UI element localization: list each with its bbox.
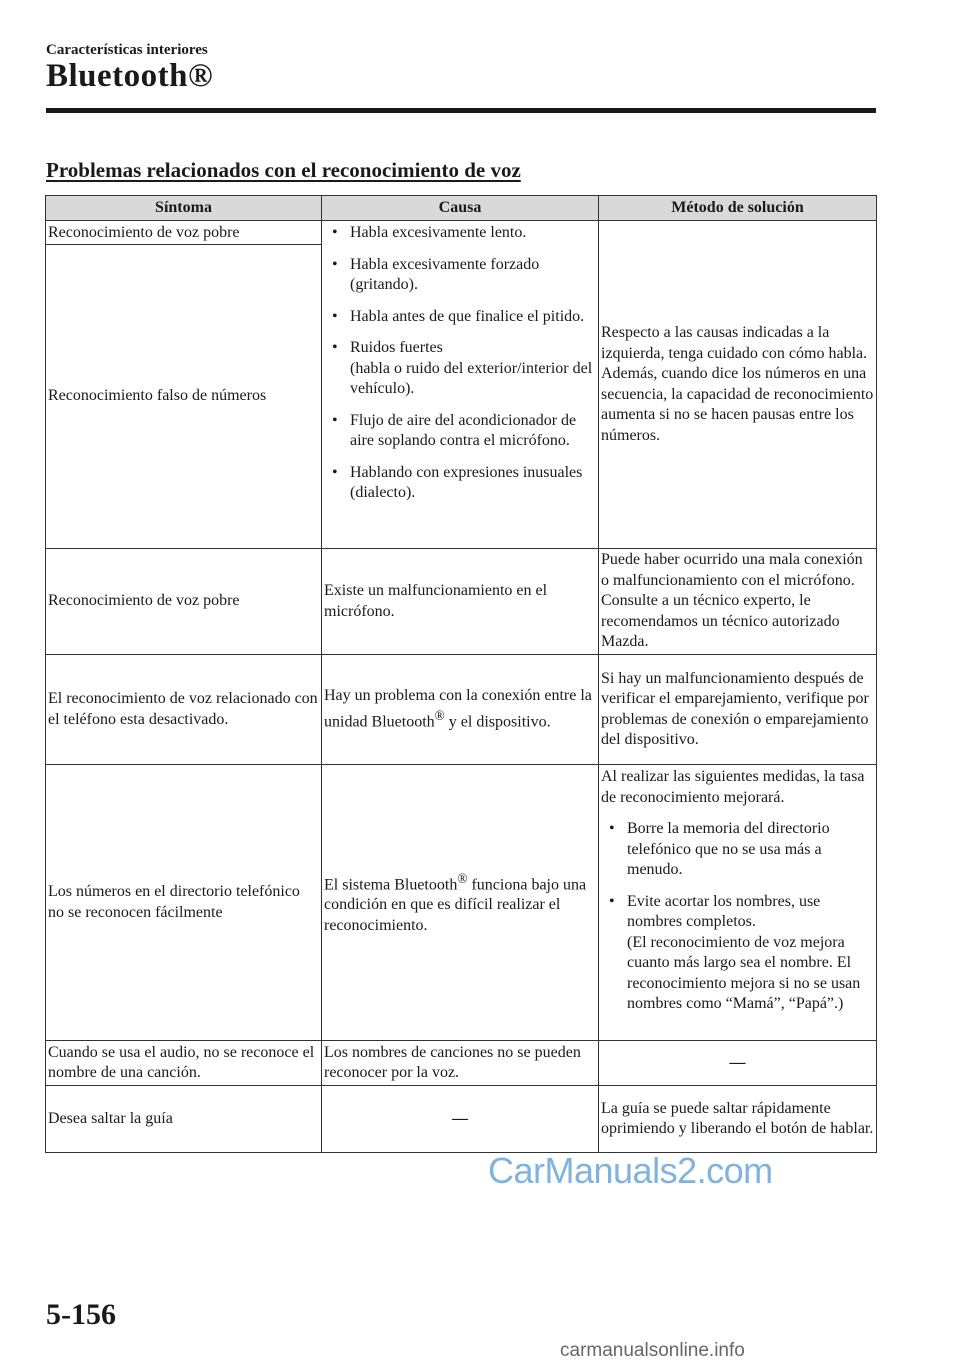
solution-intro: Al realizar las siguientes medidas, la tasa de reconocimiento mejorará. — [601, 768, 865, 806]
symptom-cell: Reconocimiento de voz pobre — [46, 549, 322, 655]
cause-list — [324, 223, 596, 504]
symptom-cell: Cuando se usa el audio, no se reconoce el nombre de una canción. — [46, 1041, 322, 1086]
cause-text-end: y el dispositivo. — [444, 713, 551, 731]
table-row — [46, 655, 877, 765]
solution-cell — [599, 765, 877, 1041]
list-item: • Habla excesivamente forzado (gritando). — [324, 255, 596, 296]
registered-mark: ® — [434, 708, 445, 724]
solution-cell: Respecto a las causas indicadas a la izquierda, tenga cuidado con cómo habla. Además, cuando dice los números en una secuencia, la capacidad de reconocimiento aumenta si no se hacen pausas entre los números. — [599, 221, 877, 549]
cause-cell: Existe un malfuncionamiento en el micrófono. — [322, 549, 599, 655]
list-item: • Evite acortar los nombres, use nombres completos. (El reconocimiento de voz mejora cuanto más largo sea el nombre. El reconocimiento mejora si no se usan nombres como “Mamá”, “Papá”.) — [601, 892, 874, 1015]
cause-text-end: funciona bajo una condición en que es difícil realizar el reconocimiento. — [324, 875, 587, 934]
solution-cell: La guía se puede saltar rápidamente oprimiendo y liberando el botón de hablar. — [599, 1086, 877, 1153]
table-row — [46, 765, 877, 1041]
column-header-cause: Causa — [322, 196, 599, 221]
list-item: • Flujo de aire del acondicionador de aire soplando contra el micrófono. — [324, 411, 596, 452]
chapter-title: Bluetooth® — [46, 58, 214, 94]
cause-text: Hay un problema con la conexión entre la unidad Bluetooth — [324, 686, 592, 731]
watermark-logo: CarManuals2.com — [488, 1150, 773, 1191]
header-rule — [46, 108, 876, 113]
list-item: • Habla excesivamente lento. — [324, 223, 596, 244]
footer-watermark: carmanualsonline.info — [560, 1340, 745, 1361]
solution-cell: Si hay un malfuncionamiento después de verificar el emparejamiento, verifique por problemas de conexión o emparejamiento del dispositivo. — [599, 655, 877, 765]
cause-cell — [322, 221, 599, 549]
symptom-cell: El reconocimiento de voz relacionado con el teléfono esta desactivado. — [46, 655, 322, 765]
symptom-cell: Los números en el directorio telefónico no se reconocen fácilmente — [46, 765, 322, 1041]
list-item: • Habla antes de que finalice el pitido. — [324, 307, 596, 328]
cause-cell: — — [322, 1086, 599, 1153]
troubleshooting-table — [45, 195, 877, 1153]
page-heading: Problemas relacionados con el reconocimiento de voz — [46, 158, 521, 182]
list-item: • Hablando con expresiones inusuales (dialecto). — [324, 463, 596, 504]
table-header-row — [46, 196, 877, 221]
table-row — [46, 221, 877, 245]
list-item: • Ruidos fuertes (habla o ruido del exterior/interior del vehículo). — [324, 338, 596, 400]
cause-cell — [322, 655, 599, 765]
cause-cell: Los nombres de canciones no se pueden reconocer por la voz. — [322, 1041, 599, 1086]
page-number: 5-156 — [46, 1298, 116, 1331]
table-row — [46, 549, 877, 655]
solution-list — [601, 819, 874, 1015]
section-label: Características interiores — [46, 42, 208, 58]
column-header-solution: Método de solución — [599, 196, 877, 221]
table-row — [46, 1041, 877, 1086]
column-header-symptom: Síntoma — [46, 196, 322, 221]
solution-cell: — — [599, 1041, 877, 1086]
symptom-cell: Reconocimiento falso de números — [46, 245, 322, 549]
list-item: • Borre la memoria del directorio telefónico que no se usa más a menudo. — [601, 819, 874, 881]
cause-cell — [322, 765, 599, 1041]
registered-mark: ® — [457, 870, 468, 886]
symptom-cell: Reconocimiento de voz pobre — [46, 221, 322, 245]
symptom-cell: Desea saltar la guía — [46, 1086, 322, 1153]
cause-text: El sistema Bluetooth — [324, 875, 458, 893]
table-row — [46, 1086, 877, 1153]
solution-cell: Puede haber ocurrido una mala conexión o malfuncionamiento con el micrófono. Consulte a un técnico experto, le recomendamos un técnico autorizado Mazda. — [599, 549, 877, 655]
